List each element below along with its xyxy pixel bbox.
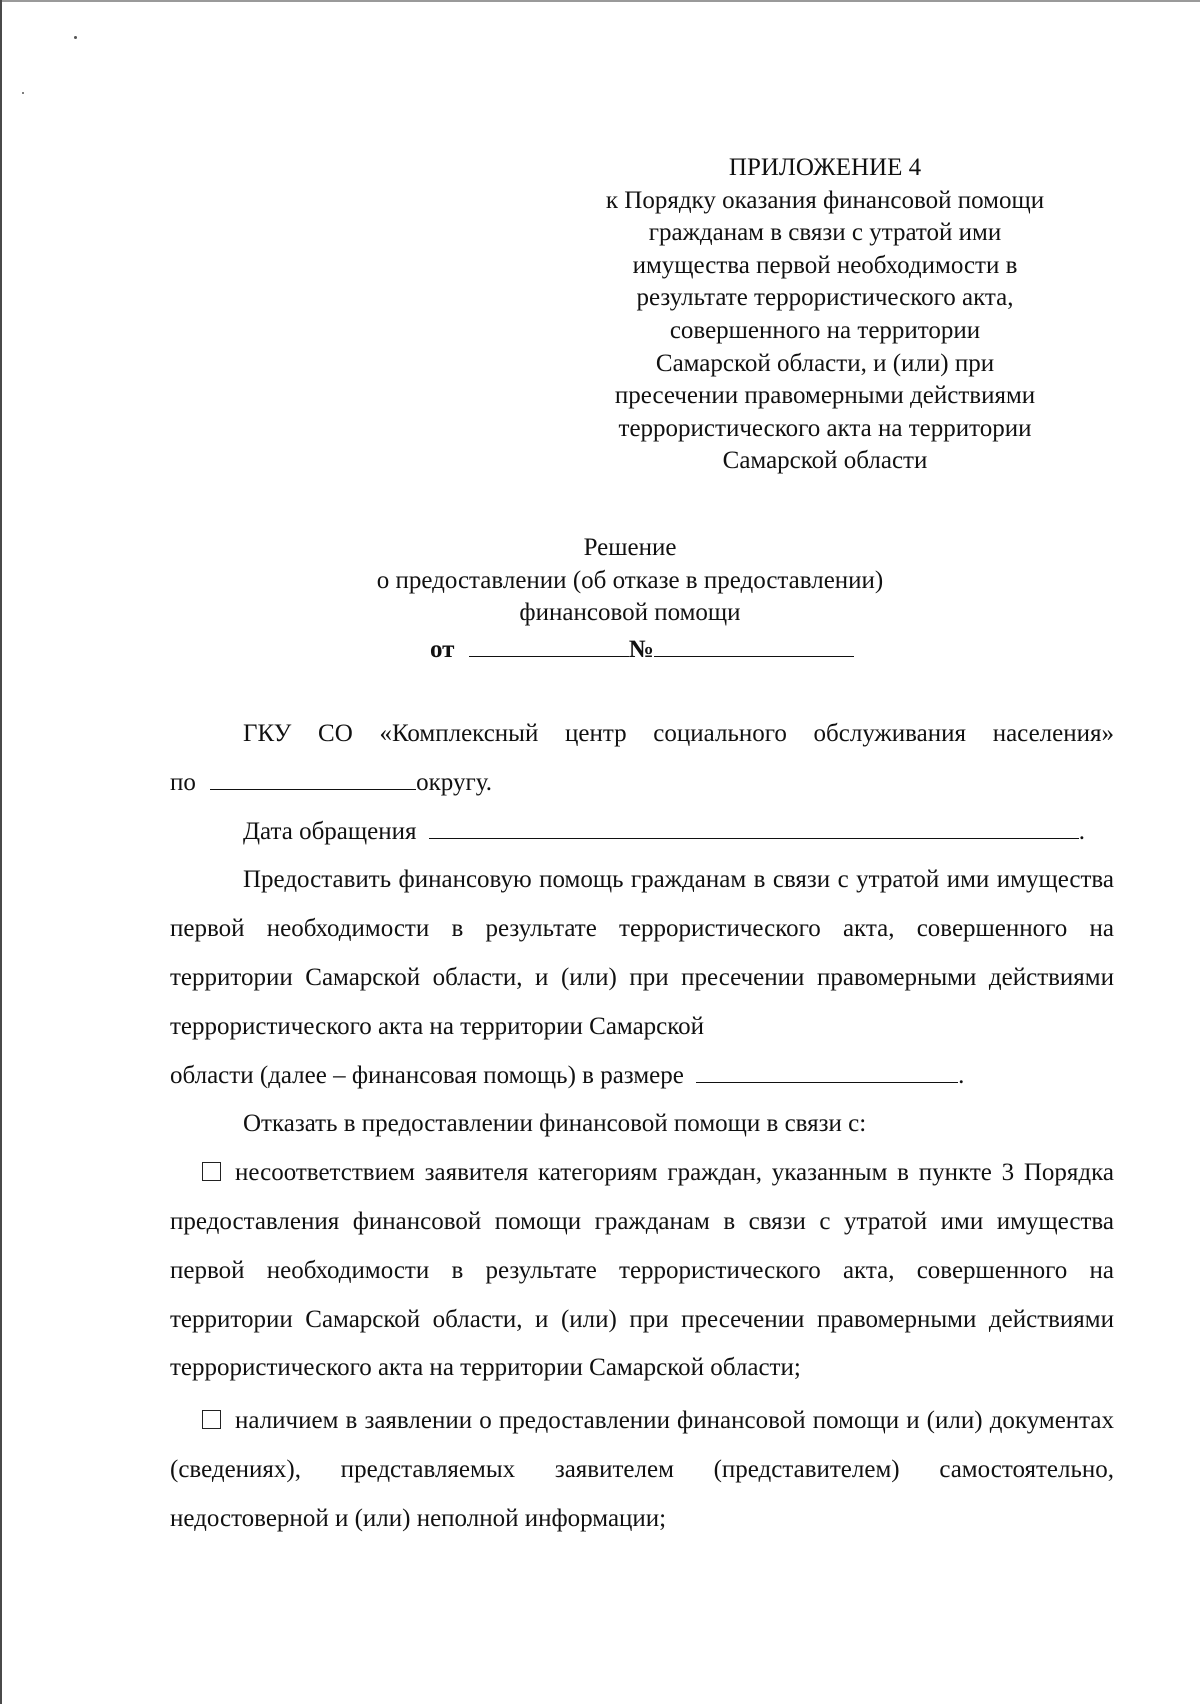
reason-1-checkbox[interactable] [202,1162,221,1181]
decision-title-block [330,532,930,630]
application-date-line [170,808,1114,857]
scan-speck [22,92,24,94]
application-date-label: Дата обращения [243,817,417,845]
annex-line: Самарской области, и (или) при [655,349,995,377]
application-date-end: . [1078,817,1085,845]
annex-line: Самарской области [722,447,928,475]
annex-line: имущества первой необходимости в [632,251,1018,279]
district-prefix: по [170,768,196,796]
district-suffix: округу. [416,768,492,796]
refuse-paragraph: Отказать в предоставлении финансовой помощи в связи с: [243,1110,867,1138]
reason-1-text: несоответствием заявителя категориям граждан, указанным в пункте 3 Порядка предоставления финансовой помощи гражданам в связи с утратой ими имущества первой необходимости в результате террористического акта, совершенного на территории Самарской области, и (или) при пресечении правомерными действиями террористического акта на территории Самарской области; [170,1159,1114,1382]
document-body [170,710,1114,1544]
application-date-field[interactable] [429,816,1079,839]
number-label: № [628,636,654,663]
reason-2-text: наличием в заявлении о предоставлении финансовой помощи и (или) документах (сведениях), представляемых заявителем (представителем) самостоятельно, недостоверной и (или) неполной информации; [170,1407,1114,1532]
annex-line: гражданам в связи с утратой ими [648,219,1002,247]
org-line: ГКУ СО «Комплексный центр социального обслуживания населения» [243,720,1114,747]
refusal-reason-1 [170,1149,1114,1393]
grant-tail: области (далее – финансовая помощь) в размере [170,1061,684,1089]
scan-edge-top [0,0,1200,2]
grant-amount-line [170,1052,1114,1101]
refusal-reason-2 [170,1397,1114,1543]
annex-line: совершенного на территории [669,316,981,344]
scan-speck [74,36,77,39]
annex-line: к Порядку оказания финансовой помощи [605,186,1045,214]
annex-block [560,152,1090,478]
grant-amount-field[interactable] [696,1060,958,1083]
annex-line: пресечении правомерными действиями [614,382,1036,410]
decision-subtitle-2: финансовой помощи [519,599,741,627]
reason-2-checkbox[interactable] [202,1410,221,1429]
annex-line: террористического акта на территории [618,414,1032,442]
annex-line: результате террористического акта, [636,284,1014,312]
district-field[interactable] [210,767,416,790]
grant-end: . [958,1061,965,1089]
decision-number-field[interactable] [654,634,854,657]
annex-heading: ПРИЛОЖЕНИЕ 4 [728,154,922,181]
grant-paragraph [170,856,1114,1051]
decision-subtitle: о предоставлении (об отказе в предоставлении) [376,566,884,594]
from-label: от [430,636,455,663]
grant-text: Предоставить финансовую помощь гражданам в связи с утратой ими имущества первой необходимости в результате террористического акта, совершенного на территории Самарской области, и (или) при пресечении правомерными действиями террористического акта на территории Самарской [170,866,1114,1040]
decision-title: Решение [583,534,677,561]
decision-date-number-line [430,634,854,665]
district-line [170,759,1114,808]
scan-edge-left [0,0,2,1704]
decision-date-field[interactable] [469,634,629,657]
